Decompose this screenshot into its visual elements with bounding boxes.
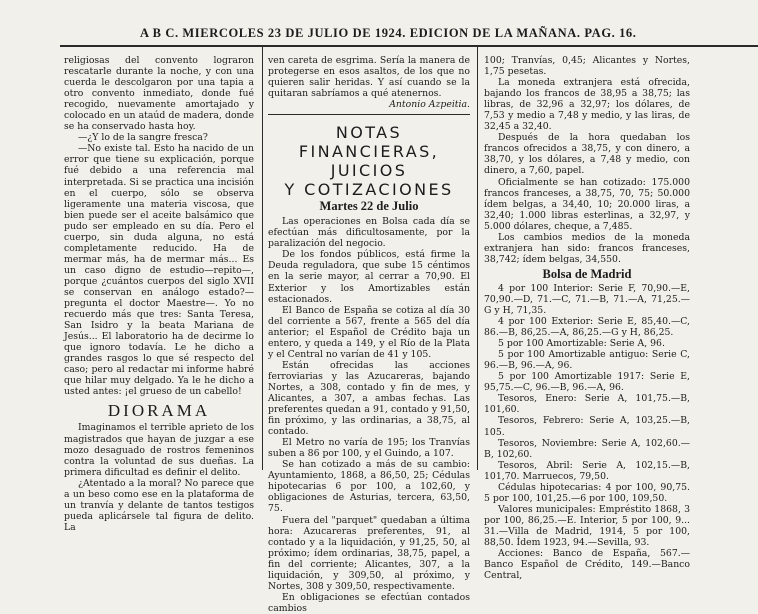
article-paragraph: La moneda extranjera está ofrecida, bajando los francos de 38,95 a 38,75; las libras, de 32,96 a 32,97; los dólares, de 7,53 y medio a 7,48 y medio, y las liras, de 32,45 a 32,40. <box>484 77 690 133</box>
column-3 <box>484 55 690 582</box>
article-paragraph: El Metro no varía de 195; los Tranvías suben a 86 por 100, y el Guindo, a 107. <box>268 437 470 460</box>
quote-row: 4 por 100 Interior: Serie F, 70,90.—E, 70,90.—D, 71.—C, 71.—B, 71.—A, 71,25.—G y H, 71,35. <box>484 282 690 316</box>
article-paragraph: Imaginamos el terrible aprieto de los magistrados que hayan de juzgar a ese mozo desaguado de rostros femeninos contra la voluntad de sus dueñas. La primera dificultad es definir el delito. <box>64 422 254 478</box>
quote-row: 5 por 100 Amortizable: Serie A, 96. <box>498 338 665 350</box>
article-paragraph: 100; Tranvías, 0,45; Alicantes y Nortes, 1,75 pesetas. <box>484 55 690 78</box>
column-divider-2 <box>477 47 478 470</box>
article-paragraph: ven careta de esgrima. Sería la manera de protegerse en esos asaltos, de los que no quieren salir heridas. Y así cuando se la quitaran sabríamos a qué atenernos. <box>268 55 470 100</box>
section-heading-cotizaciones: Y COTIZACIONES <box>284 180 454 200</box>
article-paragraph: Las operaciones en Bolsa cada día se efectúan más dificultosamente, por la paralización del negocio. <box>268 216 470 250</box>
quote-row: Valores municipales: Empréstito 1868, 3 por 100, 86,25.—E. Interior, 5 por 100, 9... 31.—Villa de Madrid, 1914, 5 por 100, 88,50. Ídem 1923, 94.—Sevilla, 93. <box>484 503 690 548</box>
article-paragraph: En obligaciones se efectúan contados cambios <box>268 591 470 614</box>
article-paragraph: Están ofrecidas las acciones ferroviarias y las Azucareras, bajando Nortes, a 308, contado y fin de mes, y Alicantes, a 307, a ambas fechas. Las preferentes quedan a 91, contado y 91,50, fin próximo, y las ordinarias, a 38,75, al contado. <box>268 359 470 438</box>
article-paragraph: Oficialmente se han cotizado: 175.000 francos franceses, a 38,75, 70, 75; 50.000 ídem belgas, a 34,40, 10; 20.000 liras, a 32,40; 1.000 libras esterlinas, a 32,97, y 5.000 dólares, cheque, a 7,485. <box>484 176 690 232</box>
quote-row: Tesoros, Abril: Serie A, 102,15.—B, 101,70. Marruecos, 79,50. <box>484 459 690 482</box>
article-paragraph: Después de la hora quedaban los francos ofrecidos a 38,75, y con dinero, a 38,70, y los dólares, a 7,48 y medio, con dinero, a 7,60, papel. <box>484 132 690 177</box>
article-paragraph: El Banco de España se cotiza al día 30 del corriente a 567, frente a 565 del día anterior; el Español de Crédito baja un entero, y queda a 149, y el Río de la Plata y el Central no varían de 41 y 105. <box>268 304 470 360</box>
section-date: Martes 22 de Julio <box>319 199 419 214</box>
article-paragraph: De los fondos públicos, está firme la Deuda reguladora, que sube 15 céntimos en la serie mayor, al cerrar a 70,90. El Exterior y los Amortizables están estacionados. <box>268 249 470 305</box>
quote-row: Tesoros, Noviembre: Serie A, 102,60.—B, 102,60. <box>484 437 690 460</box>
article-paragraph: —¿Y lo de la sangre fresca? <box>78 132 208 144</box>
article-paragraph: ¿Atentado a la moral? No parece que a un beso como ese en la plataforma de un tranvía y delante de tantos testigos pueda aplicársele tal figura de delito. La <box>64 477 254 533</box>
quote-row: Cédulas hipotecarias: 4 por 100, 90,75. 5 por 100, 101,25.—6 por 100, 109,50. <box>484 481 690 504</box>
column-2 <box>268 55 470 614</box>
section-heading-diorama: DIORAMA <box>107 401 211 421</box>
article-paragraph: Fuera del "parquet" quedaban a última hora: Azucareras preferentes, 91, al contado y a la liquidación, y 91,25, 50, al próximo; ídem ordinarias, 38,75, papel, a fin del corriente; Alicantes, 307, a la liquidación, y 309,50, al próximo, y Nortes, 308 y 309,50, respectivamente. <box>268 514 470 592</box>
column-1 <box>64 55 254 533</box>
quote-row: 4 por 100 Exterior: Serie E, 85,40.—C, 86.—B, 86,25.—A, 86,25.—G y H, 86,25. <box>484 316 690 339</box>
quote-row: Acciones: Banco de España, 567.—Banco Español de Crédito, 149.—Banco Central, <box>484 548 690 582</box>
quote-row: 5 por 100 Amortizable antiguo: Serie C, 96.—B, 96.—A, 96. <box>484 349 690 372</box>
section-heading-bolsa: Bolsa de Madrid <box>542 266 632 281</box>
article-paragraph: Los cambios medios de la moneda extranjera han sido: francos franceses, 38,742; ídem belgas, 34,550. <box>484 231 690 265</box>
article-paragraph: Se han cotizado a más de su cambio: Ayuntamiento, 1868, a 86,50, 25; Cédulas hipotecarias 6 por 100, a 102,60, y obligaciones de Asturias, tercera, 63,50, 75. <box>268 459 470 515</box>
author-signature: Antonio Azpeitia. <box>389 99 470 111</box>
header-rule <box>60 45 758 47</box>
page-header: A B C. MIERCOLES 23 DE JULIO DE 1924. EDICION DE LA MAÑANA. PAG. 16. <box>140 26 637 40</box>
section-heading-juicios: JUICIOS <box>330 161 408 181</box>
section-rule <box>268 114 470 115</box>
article-paragraph: religiosas del convento lograron rescatarle durante la noche, y con una cuerda le descolgaron por una tapia a otro convento inmediato, donde fué recogido, nuevamente amortajado y colocado en un ataúd de madera, donde se ha conservado hasta hoy. <box>64 55 254 133</box>
quote-row: Tesoros, Febrero: Serie A, 103,25.—B, 105. <box>484 415 690 438</box>
article-paragraph: —No existe tal. Esto ha nacido de un error que tiene su explicación, porque fué debido a una referencia mal interpretada. Si se practica una incisión en el cuerpo, sólo se observa ligeramente una materia viscosa, que bien puede ser el aceite balsámico que pudo ser empleado en su día. Pero el cuerpo, sin duda alguna, no está completamente reducido. Ha de mermar más, ha de mermar más... Es un caso digno de estudio—repito—, porque ¿cuántos cuerpos del siglo XVII se conservan en análogo estado?—pregunta el doctor Maestre—. Yo no recuerdo más que tres: Santa Teresa, San Isidro y la beata Mariana de Jesús... El laboratorio ha de decirme lo que ignoro todavía. Le he dicho a grandes rasgos lo que sé respecto del caso; pero al redactar mi informe habré que hilar muy delgado. Ya le he dicho a usted antes: ¡el grueso de un cabello! <box>64 143 254 398</box>
section-heading-notas: NOTAS FINANCIERAS, <box>298 123 440 162</box>
quote-row: 5 por 100 Amortizable 1917: Serie E, 95,75.—C, 96.—B, 96.—A, 96. <box>484 371 690 394</box>
column-divider-1 <box>262 47 263 470</box>
quote-row: Tesoros, Enero: Serie A, 101,75.—B, 101,60. <box>484 393 690 416</box>
